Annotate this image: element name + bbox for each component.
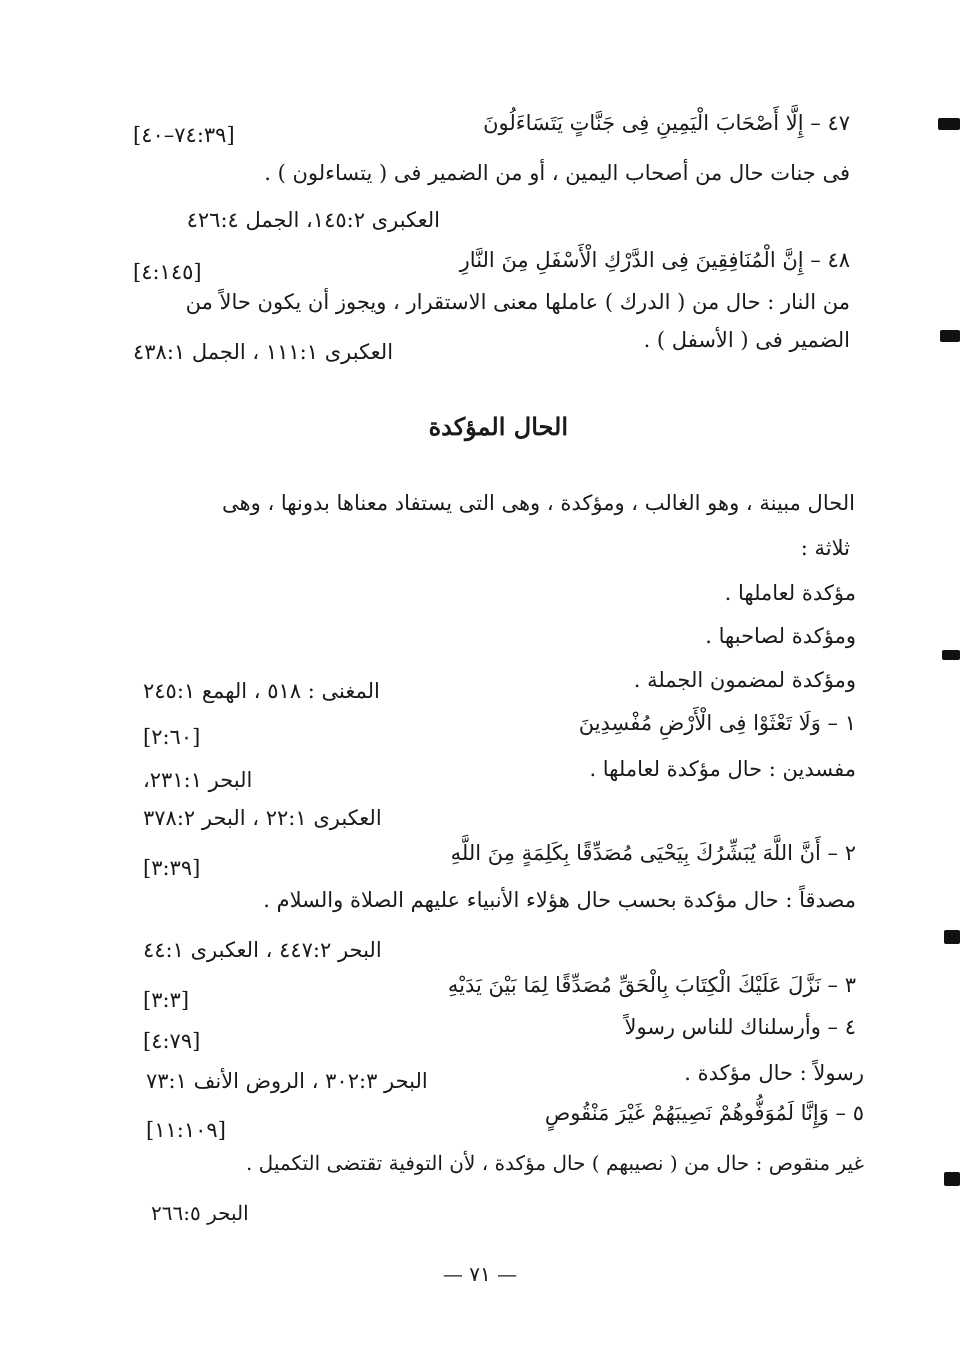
section-heading: الحال المؤكدة: [428, 412, 568, 441]
type-3: ومؤكدة لمضمون الجملة .: [633, 668, 856, 692]
example-4-verse: ٤ – وأرسلناك للناس رسولاً: [624, 1015, 856, 1039]
scan-mark: [942, 650, 960, 660]
example-3-reference: [٣:٣]: [143, 988, 190, 1012]
example-5-reference: [١١:١٠٩]: [146, 1118, 226, 1142]
note-47: فى جنات حال من أصحاب اليمين ، أو من الضمير فى ( يتساءلون ) .: [264, 161, 850, 185]
note-48-line-2: الضمير فى ( الأسفل ) .: [643, 328, 850, 352]
example-4-reference: [٤:٧٩]: [143, 1029, 201, 1053]
example-4-note: رسولاً : حال مؤكدة .: [684, 1061, 864, 1085]
example-1-source-b: العكبرى ٢٢:١ ، البحر ٣٧٨:٢: [143, 806, 382, 830]
scan-mark: [944, 930, 960, 944]
example-2-note: مصدقاً : حال مؤكدة بحسب حال هؤلاء الأنبياء عليهم الصلاة والسلام .: [263, 888, 856, 912]
intro-line-2: ثلاثة :: [800, 536, 850, 560]
reference-48: [٤:١٤٥]: [133, 260, 202, 284]
example-2-sources: البحر ٤٤٧:٢ ، العكبرى ٤٤:١: [143, 938, 382, 962]
scan-mark: [938, 118, 960, 130]
example-3-verse: ٣ – نَزَّلَ عَلَيْكَ الْكِتَابَ بِالْحَقِّ مُصَدِّقًا لِمَا بَيْنَ يَدَيْهِ: [447, 973, 856, 997]
example-2-reference: [٣:٣٩]: [143, 856, 201, 880]
reference-47: [٧٤:٣٩–٤٠]: [133, 123, 235, 147]
sources-47: العكبرى ١٤٥:٢، الجمل ٤٢٦:٤: [186, 208, 440, 232]
sources-48: العكبرى ١١١:١ ، الجمل ٤٣٨:١: [133, 340, 394, 364]
example-5-note: غير منقوص : حال من ( نصيبهم ) حال مؤكدة ، لأن التوفية تقتضى التكميل .: [245, 1151, 864, 1175]
type-3-sources: المغنى : ٥١٨ ، الهمع ٢٤٥:١: [143, 679, 380, 703]
example-1-verse: ١ – وَلَا تَعْثَوْا فِى الْأَرْضِ مُفْسِدِينَ: [578, 711, 856, 735]
example-5-verse: ٥ – وَإِنَّا لَمُوَفُّوهُمْ نَصِيبَهُمْ غَيْرَ مَنْقُوصٍ: [544, 1101, 864, 1125]
example-1-note: مفسدين : حال مؤكدة لعاملها .: [589, 757, 856, 781]
verse-48: ٤٨ – إِنَّ الْمُنَافِقِينَ فِى الدَّرْكِ الْأَسْفَلِ مِنَ النَّارِ: [459, 248, 850, 272]
intro-line-1: الحال مبينة ، وهو الغالب ، ومؤكدة ، وهى التى يستفاد معناها بدونها ، وهى: [222, 491, 855, 515]
example-2-verse: ٢ – أَنَّ اللَّهَ يُبَشِّرُكَ بِيَحْيَى مُصَدِّقًا بِكَلِمَةٍ مِنَ اللَّهِ: [450, 841, 856, 865]
page-number: — ٧١ —: [442, 1262, 518, 1286]
example-5-source: البحر ٢٦٦:٥: [151, 1201, 249, 1225]
note-48-line-1: من النار : حال من ( الدرك ) عاملها معنى الاستقرار ، ويجوز أن يكون حالاً من: [185, 290, 850, 314]
scan-mark: [940, 330, 960, 342]
type-1: مؤكدة لعاملها .: [724, 581, 856, 605]
verse-47: ٤٧ – إِلَّا أَصْحَابَ الْيَمِينِ فِى جَنَّاتٍ يَتَسَاءَلُونَ: [483, 111, 850, 135]
type-2: ومؤكدة لصاحبها .: [705, 624, 856, 648]
scan-mark: [944, 1172, 960, 1186]
example-4-sources: البحر ٣٠٢:٣ ، الروض الأنف ٧٣:١: [146, 1069, 428, 1093]
example-1-source-a: البحر ٢٣١:١،: [143, 768, 253, 792]
example-1-reference: [٢:٦٠]: [143, 725, 201, 749]
